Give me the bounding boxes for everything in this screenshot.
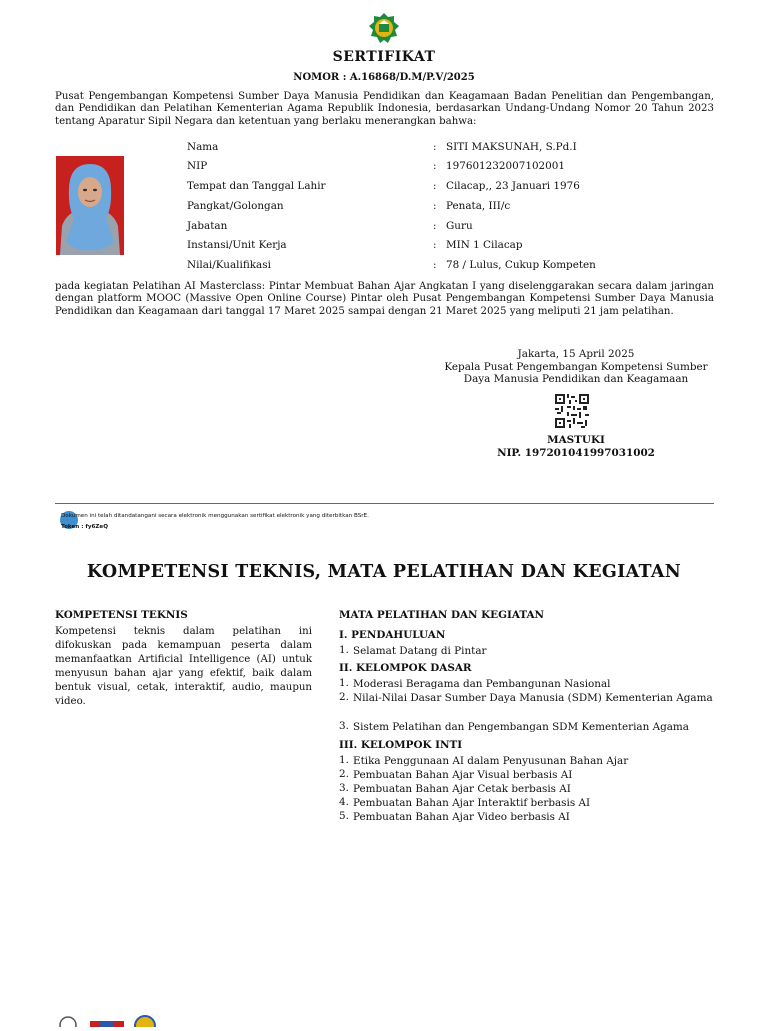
signatory-name: MASTUKI bbox=[547, 434, 605, 446]
field-colon: : bbox=[433, 141, 437, 153]
signature-place-date: Jakarta, 15 April 2025 bbox=[517, 348, 635, 360]
body-paragraph: pada kegiatan Pelatihan AI Masterclass: Pintar Membuat Bahan Ajar Angkatan I yang diselenggarakan secara dalam jaringan dengan platform MOOC (Massive Open Online Course) Pintar oleh Pusat Pengembangan Kompetensi Sumber Daya Manusia Pendidikan dan Keagamaan dari tanggal 17 Maret 2025 sampai dengan 21 Maret 2025 yang meliputi 21 jam pelatihan. bbox=[55, 281, 714, 317]
kompetensi-text: Kompetensi teknis dalam pelatihan ini difokuskan pada kemampuan peserta dalam memanfaatkan Artificial Intelligence (AI) untuk menyusun bahan ajar yang efektif, baik dalam bentuk visual, cetak, interaktif, audio, maupun video. bbox=[55, 626, 312, 707]
list-item-text: Nilai-Nilai Dasar Sumber Daya Manusia (SDM) Kementerian Agama bbox=[353, 692, 713, 704]
list-item-text: Pembuatan Bahan Ajar Visual berbasis AI bbox=[353, 769, 573, 781]
field-colon: : bbox=[433, 200, 437, 212]
field-label-nilai: Nilai/Kualifikasi bbox=[187, 259, 271, 271]
qr-code bbox=[555, 394, 589, 428]
signature-position-line1: Kepala Pusat Pengembangan Kompetensi Sumber bbox=[444, 361, 708, 373]
list-item-text: Pembuatan Bahan Ajar Video berbasis AI bbox=[353, 811, 570, 823]
list-item-text: Selamat Datang di Pintar bbox=[353, 645, 487, 657]
field-value-pangkat: Penata, III/c bbox=[446, 200, 511, 212]
field-label-ttl: Tempat dan Tanggal Lahir bbox=[187, 180, 326, 192]
field-label-instansi: Instansi/Unit Kerja bbox=[187, 239, 287, 251]
field-label-nama: Nama bbox=[187, 141, 219, 153]
list-item-number: 1. bbox=[339, 644, 349, 656]
field-value-nip: 197601232007102001 bbox=[446, 160, 565, 172]
list-item-number: 1. bbox=[339, 754, 349, 766]
list-item-number: 3. bbox=[339, 782, 349, 794]
section-title-kelompok-inti: III. KELOMPOK INTI bbox=[339, 739, 463, 751]
field-value-jabatan: Guru bbox=[446, 220, 473, 232]
signatory-nip: NIP. 197201041997031002 bbox=[497, 447, 655, 459]
mata-pelatihan-heading bbox=[339, 609, 714, 621]
list-item-number: 2. bbox=[339, 768, 349, 780]
field-label-jabatan: Jabatan bbox=[187, 220, 228, 232]
list-item-text: Pembuatan Bahan Ajar Cetak berbasis AI bbox=[353, 783, 571, 795]
field-colon: : bbox=[433, 239, 437, 251]
list-item-text: Etika Penggunaan AI dalam Penyusunan Bahan Ajar bbox=[353, 755, 629, 767]
list-item-text: Pembuatan Bahan Ajar Interaktif berbasis AI bbox=[353, 797, 591, 809]
esign-token: Token : fy6ZeQ bbox=[61, 524, 108, 530]
esign-note: Dokumen ini telah ditandatangani secara elektronik menggunakan sertifikat elektronik yang diterbitkan BSrE. bbox=[61, 513, 369, 519]
list-item-number: 5. bbox=[339, 810, 349, 822]
certificate-number: NOMOR : A.16868/D.M/P.V/2025 bbox=[293, 72, 475, 83]
section-title-kelompok-dasar: II. KELOMPOK DASAR bbox=[339, 662, 472, 674]
mata-pelatihan-heading-text: MATA PELATIHAN DAN KEGIATAN bbox=[339, 609, 545, 621]
field-colon: : bbox=[433, 180, 437, 192]
divider bbox=[55, 503, 714, 504]
participant-photo bbox=[56, 156, 124, 255]
field-colon: : bbox=[433, 259, 437, 271]
list-item-number: 4. bbox=[339, 796, 349, 808]
kemenag-logo bbox=[366, 12, 402, 46]
field-label-pangkat: Pangkat/Golongan bbox=[187, 200, 284, 212]
list-item-text: Moderasi Beragama dan Pembangunan Nasional bbox=[353, 678, 611, 690]
intro-paragraph: Pusat Pengembangan Kompetensi Sumber Daya Manusia Pendidikan dan Keagamaan Badan Penelitian dan Pengembangan, dan Pendidikan dan Pelatihan Kementerian Agama Republik Indonesia, berdasarkan Undang-Undang Nomor 20 Tahun 2023 tentang Aparatur Sipil Negara dan ketentuan yang berlaku menerangkan bahwa: bbox=[55, 91, 714, 127]
list-item-number: 2. bbox=[339, 691, 349, 703]
field-label-nip: NIP bbox=[187, 160, 208, 172]
section-title-pendahuluan: I. PENDAHULUAN bbox=[339, 629, 446, 641]
certificate-title: SERTIFIKAT bbox=[332, 49, 436, 65]
field-value-ttl: Cilacap,, 23 Januari 1976 bbox=[446, 180, 580, 192]
list-item-number: 3. bbox=[339, 720, 349, 732]
field-value-nilai: 78 / Lulus, Cukup Kompeten bbox=[446, 259, 596, 271]
signature-position-line2: Daya Manusia Pendidikan dan Keagamaan bbox=[463, 373, 689, 385]
list-item-text: Sistem Pelatihan dan Pengembangan SDM Kementerian Agama bbox=[353, 721, 689, 733]
competency-page-title: KOMPETENSI TEKNIS, MATA PELATIHAN DAN KEGIATAN bbox=[86, 562, 682, 582]
field-colon: : bbox=[433, 220, 437, 232]
list-item-number: 1. bbox=[339, 677, 349, 689]
field-value-nama: SITI MAKSUNAH, S.Pd.I bbox=[446, 141, 577, 153]
field-colon: : bbox=[433, 160, 437, 172]
field-value-instansi: MIN 1 Cilacap bbox=[446, 239, 523, 251]
kompetensi-heading: KOMPETENSI TEKNIS bbox=[55, 609, 188, 621]
